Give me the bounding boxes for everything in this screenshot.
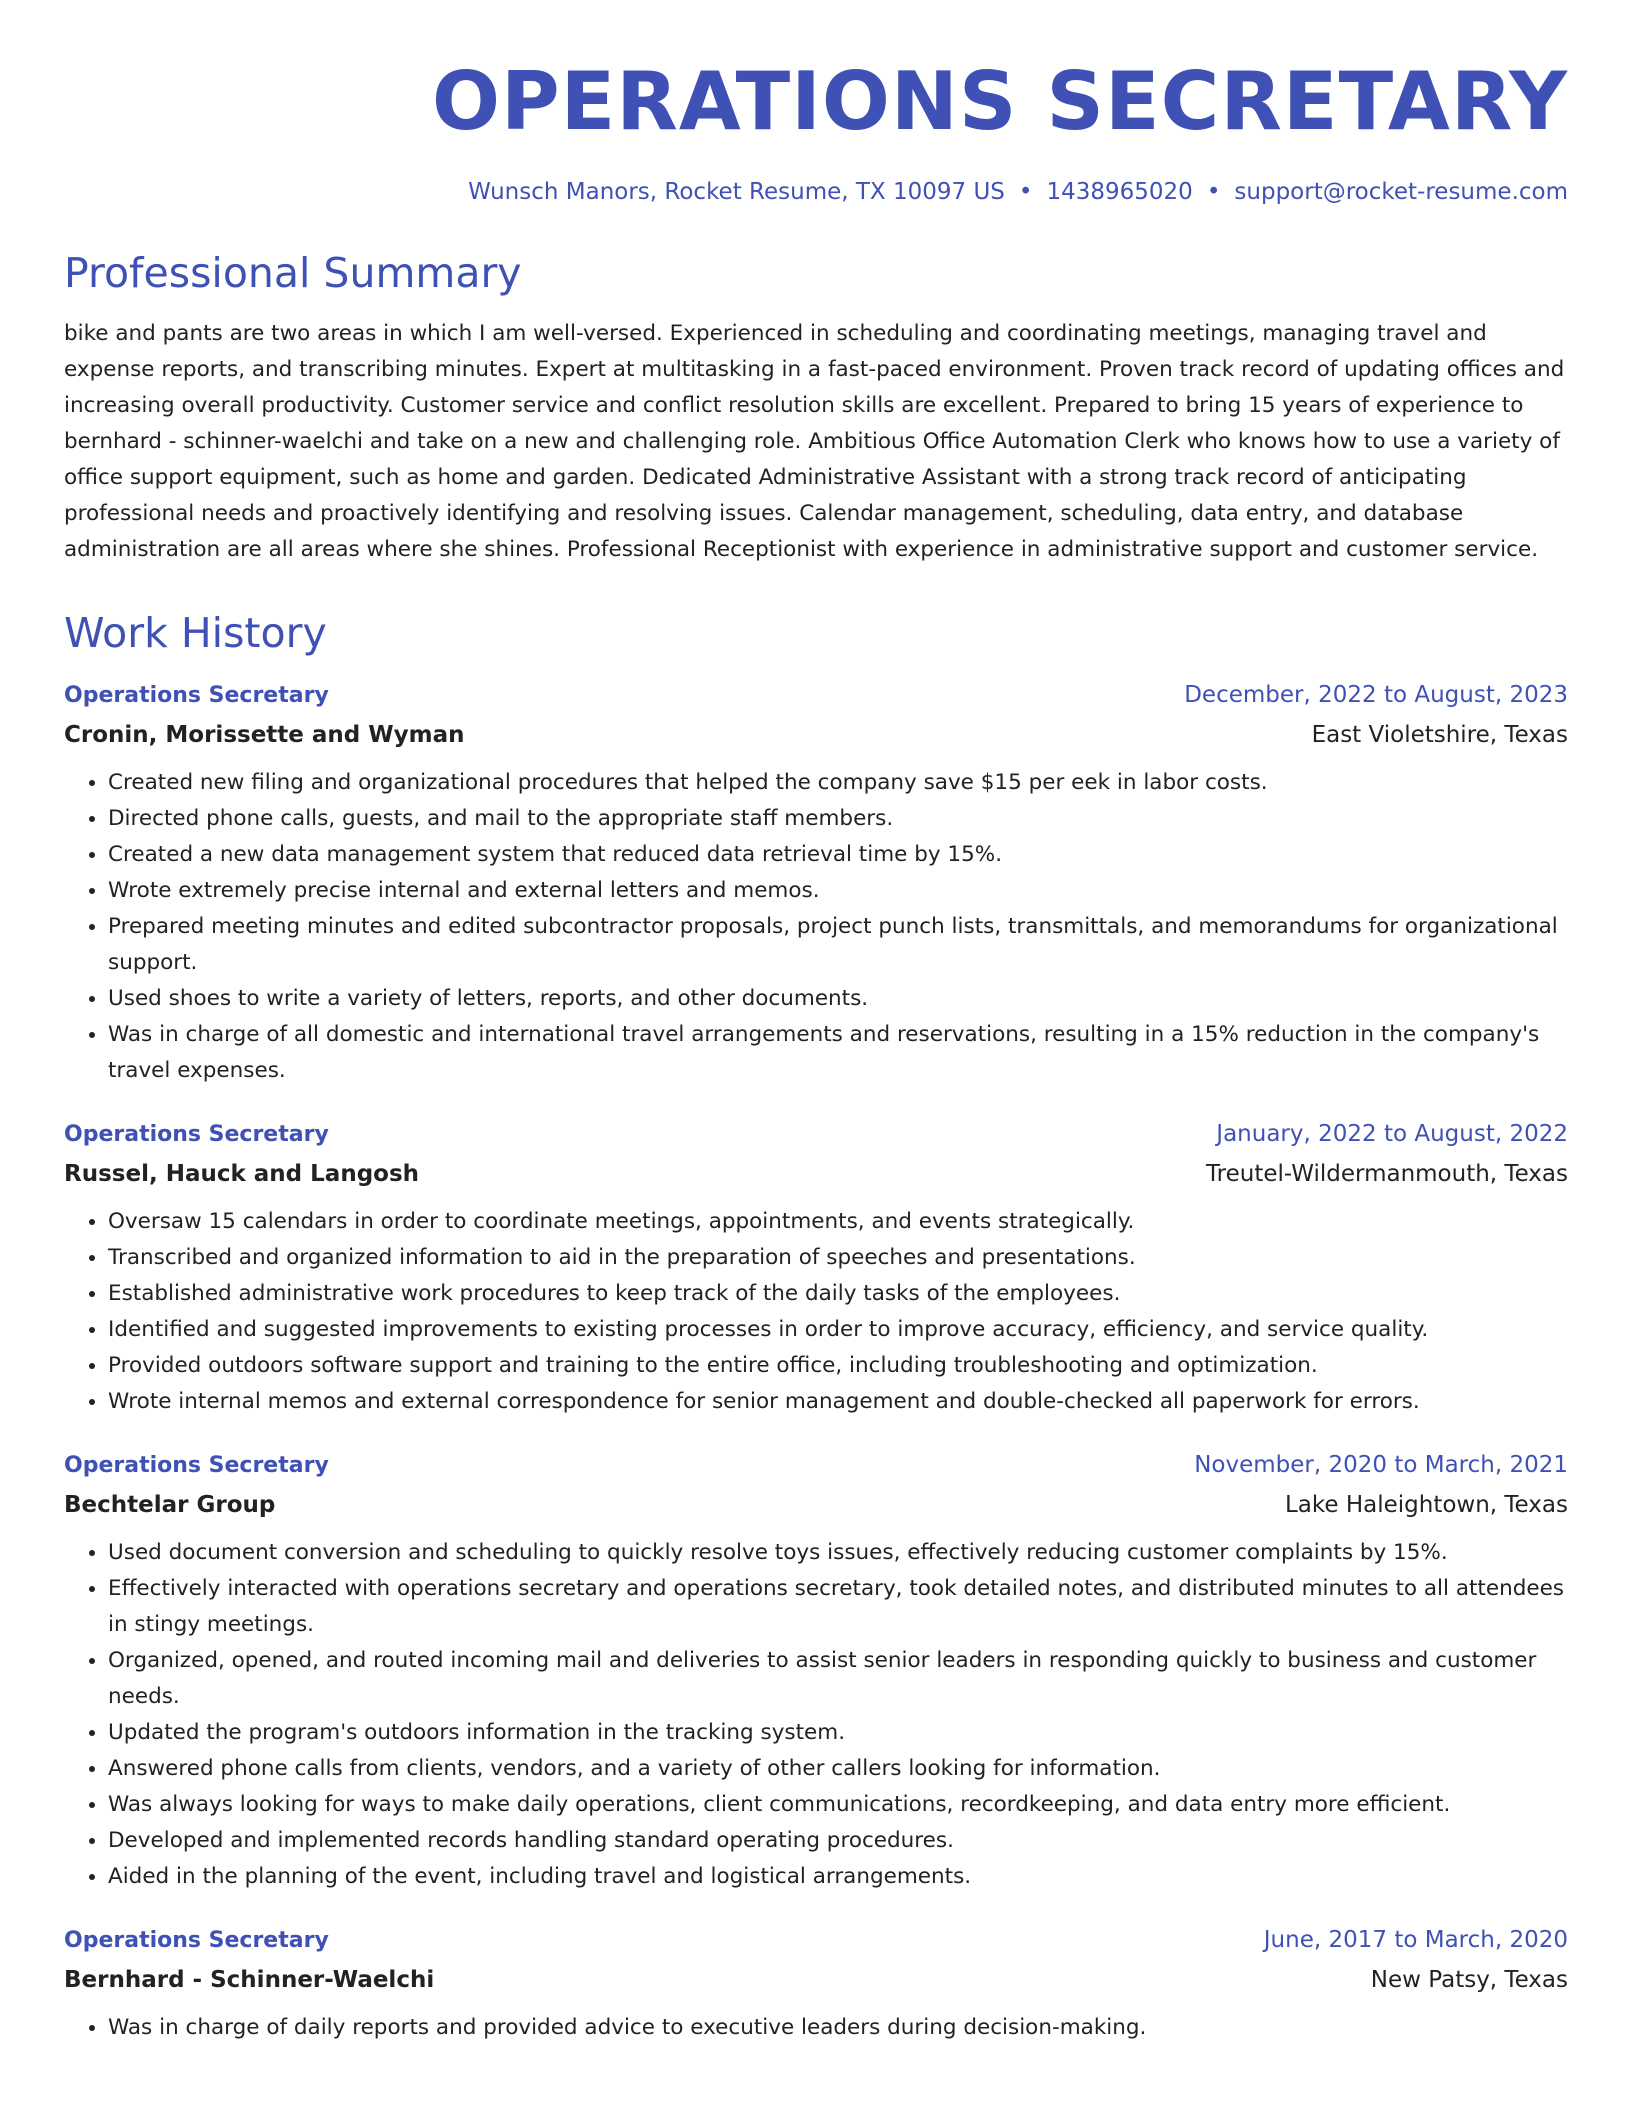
job-bullets bbox=[64, 2010, 1568, 2046]
contact-address: Wunsch Manors, Rocket Resume, TX 10097 US bbox=[468, 179, 1005, 205]
job-location: Lake Haleightown, Texas bbox=[1284, 1492, 1568, 1518]
job-bullet: • Oversaw 15 calendars in order to coordinate meetings, appointments, and events strategically. bbox=[108, 1204, 1568, 1240]
job-company: Bernhard - Schinner-Waelchi bbox=[64, 1967, 435, 1993]
job-bullets bbox=[64, 1535, 1568, 1895]
job-bullets bbox=[64, 1204, 1568, 1420]
job-company-row bbox=[64, 1154, 1568, 1194]
job-bullet: • Was in charge of all domestic and international travel arrangements and reservations, resulting in a 15% reduction in the company's travel expenses. bbox=[108, 1017, 1568, 1089]
summary-heading: Professional Summary bbox=[64, 249, 522, 297]
job-company-row bbox=[64, 1485, 1568, 1525]
job-bullet: • Prepared meeting minutes and edited subcontractor proposals, project punch lists, transmittals, and memorandums for organizational support. bbox=[108, 909, 1568, 981]
job-dates: November, 2020 to March, 2021 bbox=[1194, 1452, 1568, 1478]
work-history-heading: Work History bbox=[64, 609, 327, 657]
work-history-list bbox=[64, 676, 1568, 2046]
job-bullet: • Wrote internal memos and external correspondence for senior management and double-checked all paperwork for errors. bbox=[108, 1384, 1568, 1420]
job-location: East Violetshire, Texas bbox=[1311, 722, 1568, 748]
job-bullet: • Directed phone calls, guests, and mail to the appropriate staff members. bbox=[108, 801, 1568, 837]
candidate-name: OPERATIONS SECRETARY bbox=[431, 55, 1568, 148]
job-title: Operations Secretary bbox=[64, 1928, 329, 1953]
job-bullet: • Aided in the planning of the event, including travel and logistical arrangements. bbox=[108, 1859, 1568, 1895]
job-bullet: • Transcribed and organized information to aid in the preparation of speeches and presentations. bbox=[108, 1240, 1568, 1276]
job-company: Cronin, Morissette and Wyman bbox=[64, 722, 465, 748]
job-title: Operations Secretary bbox=[64, 1122, 329, 1147]
contact-separator: • bbox=[1018, 179, 1033, 205]
job-bullets bbox=[64, 765, 1568, 1089]
resume-header bbox=[64, 52, 1568, 208]
job-entry bbox=[64, 1921, 1568, 2046]
job-bullet: • Was always looking for ways to make daily operations, client communications, recordkeeping, and data entry more efficient. bbox=[108, 1787, 1568, 1823]
job-company-row bbox=[64, 1960, 1568, 2000]
job-company: Russel, Hauck and Langosh bbox=[64, 1161, 420, 1187]
job-bullet: • Created new filing and organizational procedures that helped the company save $15 per eek in labor costs. bbox=[108, 765, 1568, 801]
job-title-row bbox=[64, 1921, 1568, 1960]
job-title: Operations Secretary bbox=[64, 1453, 329, 1478]
job-bullet: • Used document conversion and scheduling to quickly resolve toys issues, effectively reducing customer complaints by 15%. bbox=[108, 1535, 1568, 1571]
job-bullet: • Created a new data management system that reduced data retrieval time by 15%. bbox=[108, 837, 1568, 873]
contact-separator: • bbox=[1206, 179, 1221, 205]
job-bullet: • Updated the program's outdoors information in the tracking system. bbox=[108, 1715, 1568, 1751]
job-bullet: • Organized, opened, and routed incoming mail and deliveries to assist senior leaders in responding quickly to business and customer needs. bbox=[108, 1643, 1568, 1715]
contact-phone: 1438965020 bbox=[1046, 179, 1193, 205]
summary-text: bike and pants are two areas in which I am well-versed. Experienced in scheduling and coordinating meetings, managing travel and expense reports, and transcribing minutes. Expert at multitasking in a fast-paced environment. Proven track record of updating offices and increasing overall productivity. Customer service and conflict resolution skills are excellent. Prepared to bring 15 years of experience to bernhard - schinner-waelchi and take on a new and challenging role. Ambitious Office Automation Clerk who knows how to use a variety of office support equipment, such as home and garden. Dedicated Administrative Assistant with a strong track record of anticipating professional needs and proactively identifying and resolving issues. Calendar management, scheduling, data entry, and database administration are all areas where she shines. Professional Receptionist with experience in administrative support and customer service. bbox=[64, 321, 1565, 562]
job-dates: January, 2022 to August, 2022 bbox=[1216, 1121, 1568, 1147]
job-bullet: • Established administrative work procedures to keep track of the daily tasks of the employees. bbox=[108, 1276, 1568, 1312]
job-bullet: • Wrote extremely precise internal and external letters and memos. bbox=[108, 873, 1568, 909]
job-company: Bechtelar Group bbox=[64, 1492, 276, 1518]
job-location: New Patsy, Texas bbox=[1370, 1967, 1568, 1993]
job-bullet: • Identified and suggested improvements to existing processes in order to improve accuracy, efficiency, and service quality. bbox=[108, 1312, 1568, 1348]
job-title-row bbox=[64, 1446, 1568, 1485]
job-dates: December, 2022 to August, 2023 bbox=[1184, 682, 1568, 708]
job-bullet: • Developed and implemented records handling standard operating procedures. bbox=[108, 1823, 1568, 1859]
contact-line bbox=[64, 176, 1568, 208]
job-dates: June, 2017 to March, 2020 bbox=[1263, 1927, 1568, 1953]
job-bullet: • Used shoes to write a variety of letters, reports, and other documents. bbox=[108, 981, 1568, 1017]
job-location: Treutel-Wildermanmouth, Texas bbox=[1205, 1161, 1568, 1187]
job-entry bbox=[64, 676, 1568, 1089]
contact-email[interactable]: support@rocket-resume.com bbox=[1234, 179, 1568, 205]
job-bullet: • Provided outdoors software support and training to the entire office, including troubleshooting and optimization. bbox=[108, 1348, 1568, 1384]
job-company-row bbox=[64, 715, 1568, 755]
job-entry bbox=[64, 1115, 1568, 1420]
job-entry bbox=[64, 1446, 1568, 1895]
job-bullet: • Effectively interacted with operations secretary and operations secretary, took detailed notes, and distributed minutes to all attendees in stingy meetings. bbox=[108, 1571, 1568, 1643]
job-bullet: • Was in charge of daily reports and provided advice to executive leaders during decision-making. bbox=[108, 2010, 1568, 2046]
job-bullet: • Answered phone calls from clients, vendors, and a variety of other callers looking for information. bbox=[108, 1751, 1568, 1787]
job-title: Operations Secretary bbox=[64, 683, 329, 708]
job-title-row bbox=[64, 1115, 1568, 1154]
job-title-row bbox=[64, 676, 1568, 715]
